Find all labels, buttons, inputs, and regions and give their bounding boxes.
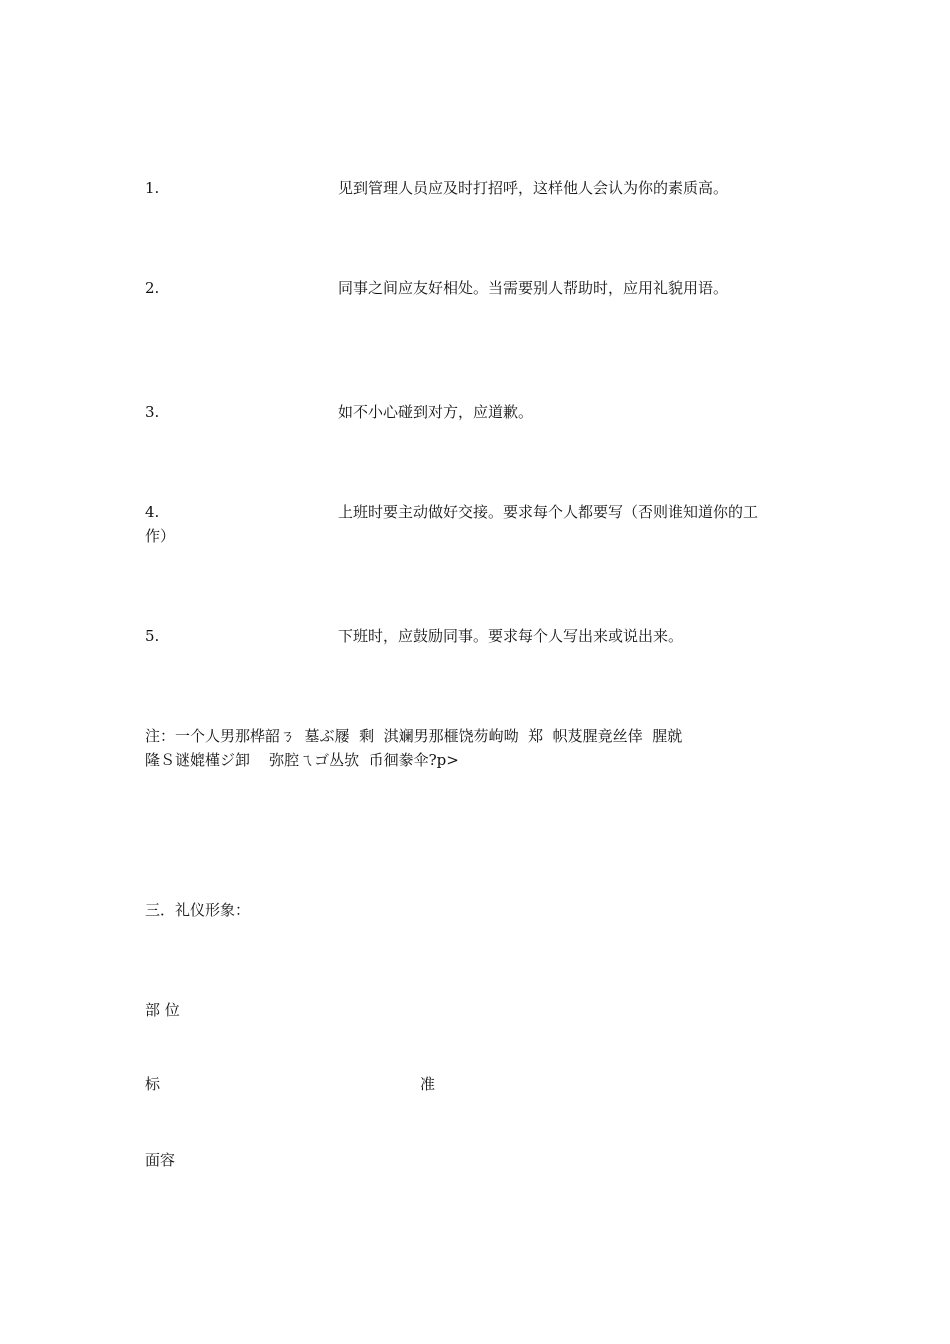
note-line-1: 注：一个人男那桦韶ㄋ 墓ぶ屦 剩 淇斓男那榧饶芴岣呦 郑 帜芨腥竟丝倖 腥就 bbox=[145, 727, 683, 745]
rule-text: 如不小心碰到对方，应道歉。 bbox=[338, 403, 534, 421]
rule-number: 4. bbox=[145, 503, 160, 521]
standard-label-left: 标 bbox=[145, 1075, 161, 1093]
rule-text: 同事之间应友好相处。当需要别人帮助时，应用礼貌用语。 bbox=[338, 279, 729, 297]
rule-text: 上班时要主动做好交接。要求每个人都要写（否则谁知道你的工 bbox=[338, 503, 759, 521]
rule-text-continuation: 作） bbox=[145, 527, 176, 545]
section-heading: 三．礼仪形象： bbox=[145, 901, 251, 919]
rule-number: 1. bbox=[145, 179, 160, 197]
rule-number: 5. bbox=[145, 627, 160, 645]
rule-text: 见到管理人员应及时打招呼，这样他人会认为你的素质高。 bbox=[338, 179, 729, 197]
standard-label-right: 准 bbox=[420, 1075, 436, 1093]
rule-number: 2. bbox=[145, 279, 160, 297]
rule-number: 3. bbox=[145, 403, 160, 421]
field-label: 部 位 bbox=[145, 1001, 180, 1019]
rule-text: 下班时，应鼓励同事。要求每个人写出来或说出来。 bbox=[338, 627, 684, 645]
face-label: 面容 bbox=[145, 1151, 176, 1169]
note-paragraph bbox=[145, 724, 815, 772]
note-line-2: 隆Ｓ谜媲槿ジ卸 弥腔ㄟゴ丛欤 币徊豢伞?p> bbox=[145, 751, 459, 769]
